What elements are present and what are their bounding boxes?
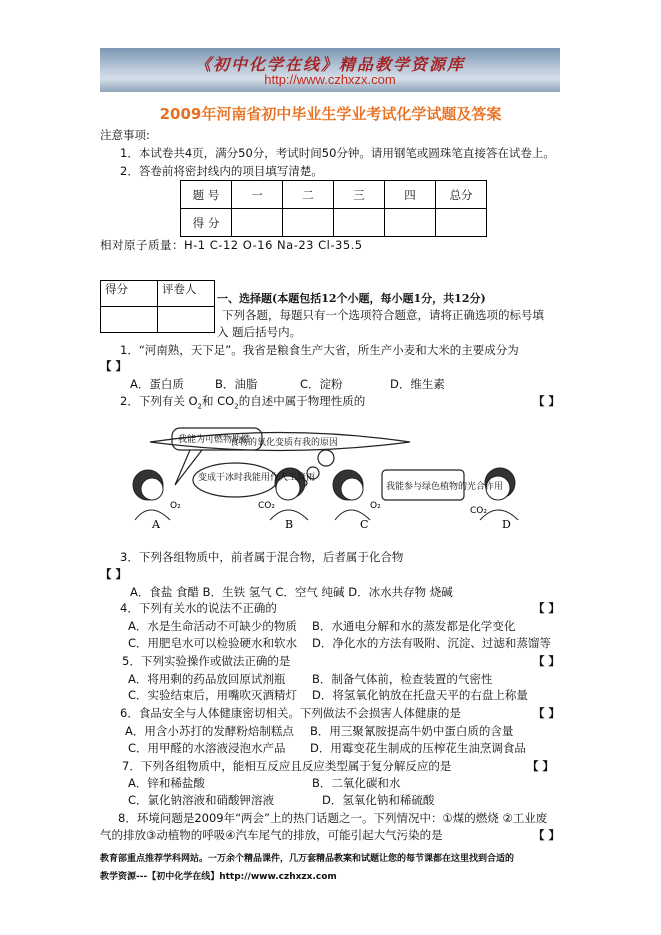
q7-option-d: D．氢氧化钠和稀硫酸 [322,793,435,807]
bubble-text-a: 我能为可燃物助燃 [178,435,251,445]
section-heading: 一、选择题(本题包括12个小题，每小题1分，共12分) [217,292,486,305]
bubble-text-b: 变成干冰时我能用作人工降雨 [198,473,316,483]
header-cell: 二 [283,181,334,209]
header-cell: 题 号 [181,181,232,209]
q7-stem: 7．下列各组物质中，能相互反应且反应类型属于复分解反应的是 [122,759,452,773]
footer-line-1: 教育部重点推荐学科网站。一万余个精品课件，几万套精品教案和试题让您的每节课都在这里找到合适的 [100,854,515,864]
q4-option-c: C．用肥皂水可以检验硬水和软水 [128,636,298,650]
q6-option-d: D．用霉变花生制成的压榨花生油烹调食品 [310,741,526,755]
q1-option-c: C．淀粉 [300,377,343,391]
q7-option-c: C．氯化钠溶液和硝酸钾溶液 [128,793,275,807]
header-cell: 三 [334,181,385,209]
q5-option-a: A．将用剩的药品放回原试剂瓶 [128,672,286,686]
banner-url[interactable]: http://www.czhxzx.com [264,72,396,87]
grader-name-label: 评卷人 [158,281,215,307]
section-instruction: 下列各题，每题只有一个选项符合题意，请将正确选项的标号填 [222,308,544,322]
q1-option-d: D．维生素 [390,377,445,391]
footer [100,850,570,886]
q6-stem: 6．食品安全与人体健康密切相关。下列做法不会损害人体健康的是 [120,706,461,720]
note-1: 1．本试卷共4页，满分50分，考试时间50分钟。请用钢笔或圆珠笔直接答在试卷上。 [120,146,555,160]
answer-bracket[interactable]: 【 】 [100,567,128,581]
answer-bracket[interactable]: 【 】 [533,601,561,615]
answer-bracket[interactable]: 【 】 [533,394,561,408]
score-cell[interactable] [436,209,487,237]
score-cell[interactable] [385,209,436,237]
q5-option-c: C．实验结束后，用嘴吹灭酒精灯 [128,688,298,702]
row-label: 得 分 [181,209,232,237]
bubble-text-c: 食物的氧化变质有我的原因 [230,438,339,448]
q1-option-b: B．油脂 [215,377,258,391]
notes-heading: 注意事项: [100,128,150,142]
label-d: D [502,518,511,530]
o2-label: O₂ [370,501,381,511]
grader-box [100,280,215,333]
atomic-mass: 相对原子质量：H-1 C-12 O-16 Na-23 Cl-35.5 [100,238,363,252]
q5-option-d: D．将氢氧化钠放在托盘天平的右盘上称量 [312,688,528,702]
q2-stem [120,393,365,414]
site-banner[interactable] [100,48,560,92]
q2-text: 和 CO [202,394,235,408]
banner-title: 《初中化学在线》精品教学资源库 [194,55,465,74]
answer-bracket[interactable]: 【 】 [533,706,561,720]
q4-option-d: D．净化水的方法有吸附、沉淀、过滤和蒸馏等 [312,636,551,650]
co2-label: CO₂ [470,506,487,516]
co2-label: CO₂ [258,501,275,511]
girl-c-icon [333,470,370,520]
grader-score-cell[interactable] [101,307,158,333]
q3-stem: 3．下列各组物质中，前者属于混合物，后者属于化合物 [120,550,404,564]
exam-title: 2009年河南省初中毕业生学业考试化学试题及答案 [159,105,502,123]
q8-stem-2: 气的排放③动植物的呼吸④汽车尾气的排放，可能引起大气污染的是 [100,828,443,842]
score-table [180,180,487,237]
q6-option-c: C．用甲醛的水溶液浸泡水产品 [128,741,286,755]
q5-stem: 5．下列实验操作或做法正确的是 [122,654,291,668]
score-cell[interactable] [283,209,334,237]
section-instruction-2: 入 题后括号内。 [217,325,302,339]
label-a: A [152,518,160,530]
label-b: B [285,518,294,530]
q8-stem: 8．环境问题是2009年“两会”上的热门话题之一。下列情况中：①煤的燃烧 ②工业废 [118,811,548,825]
q2-cartoon [130,425,530,530]
o2-label: O₂ [170,501,181,511]
q2-text: 的自述中属于物理性质的 [238,394,366,408]
q4-option-b: B．水通电分解和水的蒸发都是化学变化 [312,619,516,633]
header-cell: 总分 [436,181,487,209]
score-cell[interactable] [334,209,385,237]
q6-option-b: B．用三聚氰胺提高牛奶中蛋白质的含量 [310,724,514,738]
q4-stem: 4．下列有关水的说法不正确的 [120,601,277,615]
q7-option-a: A．锌和稀盐酸 [128,776,205,790]
header-cell: 四 [385,181,436,209]
bubble-text-d: 我能参与绿色植物的光合作用 [386,482,504,492]
subscript: 2 [234,402,239,411]
q2-text: 2．下列有关 O [120,394,198,408]
q1-option-a: A．蛋白质 [130,377,184,391]
girl-a-icon [133,470,170,520]
q3-options: A．食盐 食醋 B．生铁 氢气 C．空气 纯碱 D．冰水共存物 烧碱 [130,585,453,599]
answer-bracket[interactable]: 【 】 [533,828,561,842]
header-cell: 一 [232,181,283,209]
label-c: C [360,518,369,530]
q4-option-a: A．水是生命活动不可缺少的物质 [128,619,297,633]
grader-score-label: 得分 [101,281,158,307]
score-cell[interactable] [232,209,283,237]
answer-bracket[interactable]: 【 】 [533,654,561,668]
q6-option-a: A．用含小苏打的发酵粉焙制糕点 [125,724,294,738]
answer-bracket[interactable]: 【 】 [100,359,128,373]
note-2: 2．答卷前将密封线内的项目填写清楚。 [120,164,323,178]
q1-stem: 1．“河南熟，天下足”。我省是粮食生产大省，所生产小麦和大米的主要成分为 [120,343,519,357]
answer-bracket[interactable]: 【 】 [527,759,555,773]
footer-line-2[interactable]: 教学资源---【初中化学在线】http://www.czhxzx.com [100,872,337,882]
grader-name-cell[interactable] [158,307,215,333]
q7-option-b: B．二氧化碳和水 [312,776,401,790]
q5-option-b: B．制备气体前，检查装置的气密性 [312,672,493,686]
subscript: 2 [197,402,202,411]
